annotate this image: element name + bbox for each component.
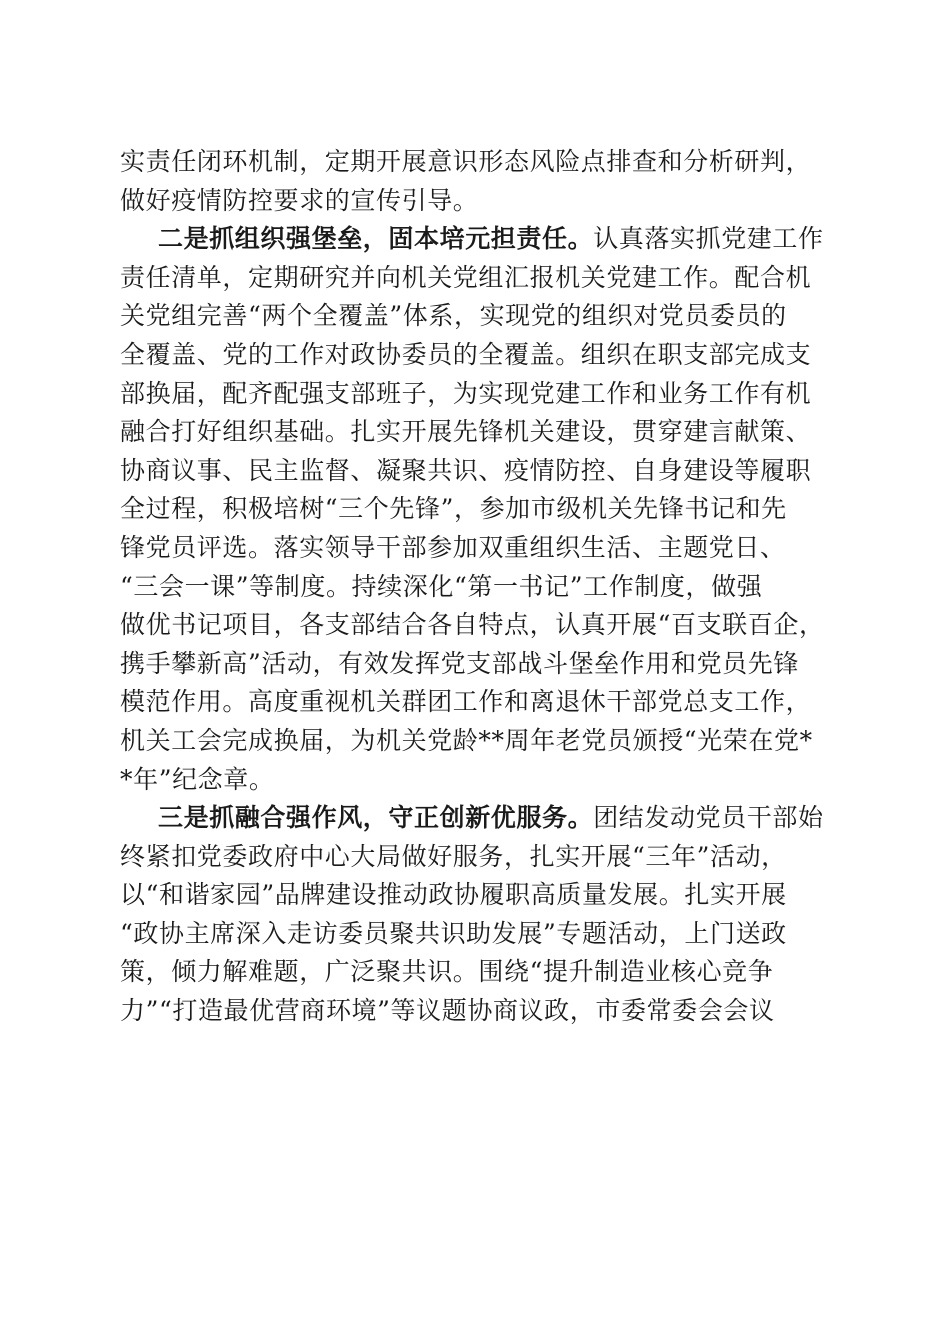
document-body (120, 143, 840, 1031)
text-line: 部换届，配齐配强支部班子，为实现党建工作和业务工作有机 (120, 378, 812, 408)
text-line: 责任清单，定期研究并向机关党组汇报机关党建工作。配合机 (120, 262, 812, 292)
text-line: 终紧扣党委政府中心大局做好服务，扎实开展“三年”活动， (120, 841, 787, 871)
text-line: 融合打好组织基础。扎实开展先锋机关建设，贯穿建言献策、 (120, 417, 812, 447)
text-line: 做好疫情防控要求的宣传引导。 (120, 185, 479, 215)
text-line: 协商议事、民主监督、凝聚共识、疫情防控、自身建设等履职 (120, 455, 812, 485)
text-line: 力”“打造最优营商环境”等议题协商议政，市委常委会会议 (120, 996, 775, 1026)
paragraph-2-first-line (120, 220, 840, 259)
text-line: *年”纪念章。 (120, 764, 275, 794)
paragraph-3-first-line (120, 799, 840, 838)
text-line: 做优书记项目，各支部结合各自特点，认真开展“百支联百企， (120, 610, 825, 640)
text-line: 以“和谐家园”品牌建设推动政协履职高质量发展。扎实开展 (120, 880, 787, 910)
paragraph-3-text: 团结发动党员干部始 (593, 803, 824, 833)
text-line: 全覆盖、党的工作对政协委员的全覆盖。组织在职支部完成支 (120, 339, 812, 369)
text-line: “三会一课”等制度。持续深化“第一书记”工作制度，做强 (120, 571, 763, 601)
text-line: 关党组完善“两个全覆盖”体系，实现党的组织对党员委员的 (120, 301, 787, 331)
text-line: 锋党员评选。落实领导干部参加双重组织生活、主题党日、 (120, 532, 786, 562)
paragraph-2-heading: 二是抓组织强堡垒，固本培元担责任。 (158, 224, 594, 254)
text-line: 全过程，积极培树“三个先锋”，参加市级机关先锋书记和先 (120, 494, 787, 524)
paragraph-2-text: 认真落实抓党建工作 (593, 224, 824, 254)
text-line: 策，倾力解难题，广泛聚共识。围绕“提升制造业核心竞争 (120, 957, 774, 987)
text-line: “政协主席深入走访委员聚共识助发展”专题活动，上门送政 (120, 918, 787, 948)
text-line: 机关工会完成换届，为机关党龄**周年老党员颁授“光荣在党* (120, 725, 813, 755)
text-line: 实责任闭环机制，定期开展意识形态风险点排查和分析研判， (120, 147, 812, 176)
text-line: 携手攀新高”活动，有效发挥党支部战斗堡垒作用和党员先锋 (120, 648, 799, 678)
text-line: 模范作用。高度重视机关群团工作和离退休干部党总支工作， (120, 687, 812, 717)
paragraph-3-heading: 三是抓融合强作风，守正创新优服务。 (158, 803, 594, 833)
